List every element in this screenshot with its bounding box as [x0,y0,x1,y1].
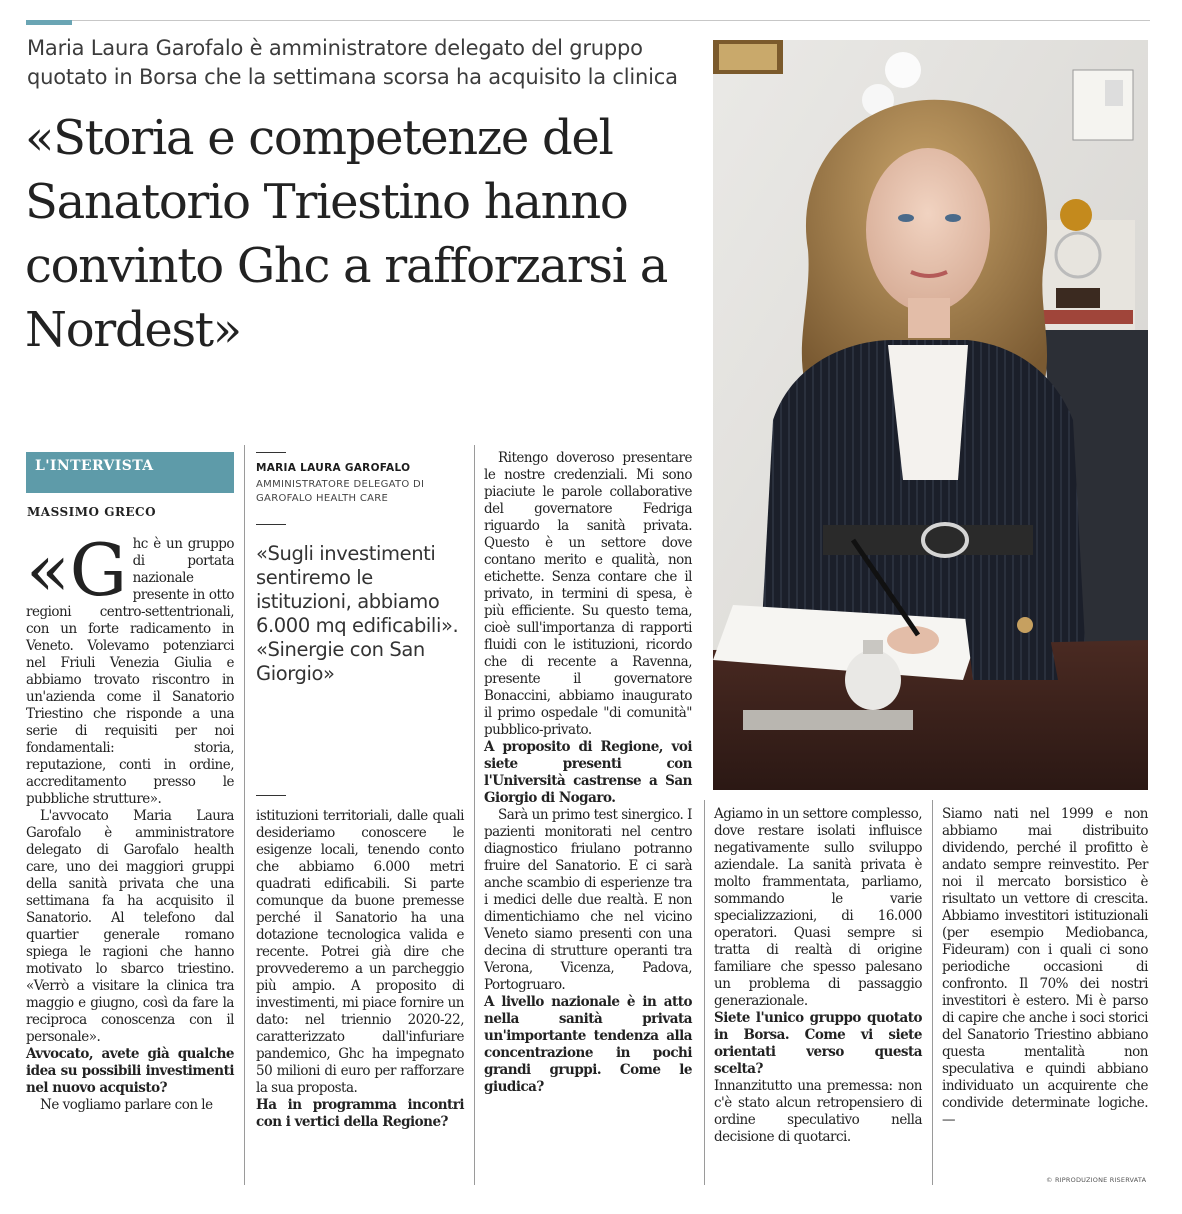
top-rule [26,20,1150,21]
column-3 [484,450,692,1096]
dropcap-prefix: « [26,528,70,612]
section-label: L'INTERVISTA [26,452,234,493]
portrait-photo [713,40,1148,790]
column-5 [942,806,1148,1129]
column-2 [256,808,464,1131]
question: Avvocato, avete già qualche idea su possibili investimenti nel nuovo acquisto? [26,1046,234,1096]
author: MASSIMO GRECO [27,505,157,519]
column-1 [26,528,234,1114]
copyright: © RIPRODUZIONE RISERVATA [1046,1176,1147,1184]
dropcap-letter: G [69,528,127,612]
paragraph [26,528,234,808]
section-tab-accent [26,20,72,25]
paragraph: istituzioni territoriali, dalle quali desideriamo conoscere le esigenze locali, tenendo conto che abbiamo 6.000 metri quadrati edificabili. Si parte comunque da buone premesse perché il Sanatorio ha una dotazione tecnologica valida e recente. Potrei già dire che provvederemo a un parcheggio più ampio. A proposito di investimenti, mi piace fornire un dato: nel triennio 2020-22, caratterizzato dall'infuriare pandemico, Ghc ha impegnato 50 milioni di euro per rafforzare la sua proposta. [256,808,464,1096]
kicker: Maria Laura Garofalo è amministratore delegato del gruppo quotato in Borsa che la settimana scorsa ha acquisito la clinica [27,36,678,89]
pull-quote-rule-bottom [256,795,286,796]
paragraph: Agiamo in un settore complesso, dove restare isolati influisce negativamente sullo sviluppo aziendale. La sanità privata è molto frammentata, parliamo, sommando le varie specializzazioni, di 16.000 operatori. Quasi sempre si tratta di realtà di origine familiare che spesso palesano un problema di passaggio generazionale. [714,806,922,1009]
column-divider [244,445,245,1185]
paragraph-text: hc è un gruppo di portata nazionale presente in otto regioni centro-settentrionali, con un forte radicamento in Veneto. Volevamo potenziarci nel Friuli Venezia Giulia e abbiamo trovato riscontro in un'azienda come il Sanatorio Triestino che risponde a una serie di requisiti per noi fondamentali: storia, reputazione, conti in ordine, accreditamento presso le pubbliche strutture». [26,536,234,807]
question: Siete l'unico gruppo quotato in Borsa. Come vi siete orientati verso questa scelta? [714,1010,922,1077]
paragraph: Sarà un primo test sinergico. I pazienti monitorati nel centro diagnostico friulano potranno fruire del Sanatorio. E ci sarà anche scambio di esperienze tra i medici delle due realtà. E non dimentichiamo che nel vicino Veneto siamo presenti con una decina di strutture operanti tra Verona, Vicenza, Padova, Portogruaro. [484,807,692,993]
pull-quote-rule [256,524,286,525]
paragraph: Ne vogliamo parlare con le [40,1097,213,1113]
paragraph: Ritengo doveroso presentare le nostre credenziali. Mi sono piaciute le parole collaborative del governatore Fedriga riguardo la sanità privata. Questo è un settore dove contano merito e qualità, non etichette. Senza contare che il privato, in termini di spesa, è più efficiente. Su questo tema, cioè sull'importanza di rapporti fluidi con le istituzioni, ricordo che di recente a Ravenna, presente il governatore Bonaccini, abbiamo inaugurato il primo ospedale "di comunità" pubblico-privato. [484,450,692,738]
pull-quote: «Sugli investimenti sentiremo le istituzioni, abbiamo 6.000 mq edificabili». «Sinergie con San Giorgio» [256,542,459,685]
dropcap [26,528,127,612]
byline-role: AMMINISTRATORE DELEGATO DI GAROFALO HEALTH CARE [256,479,425,504]
byline-name: MARIA LAURA GAROFALO [256,462,411,474]
photo-illustration [713,40,1148,790]
column-divider [932,800,933,1185]
headline: «Storia e competenze del Sanatorio Triestino hanno convinto Ghc a rafforzarsi a Nordest» [25,110,668,358]
column-4 [714,806,922,1146]
column-divider [704,800,705,1185]
paragraph: Innanzitutto una premessa: non c'è stato alcun retropensiero di ordine speculativo nella decisione di quotarci. [714,1078,922,1145]
question: Ha in programma incontri con i vertici della Regione? [256,1097,464,1130]
question: A livello nazionale è in atto nella sanità privata un'importante tendenza alla concentrazione in pochi grandi gruppi. Come le giudica? [484,994,692,1095]
column-divider [474,445,475,1185]
byline-rule [256,452,286,453]
paragraph: Siamo nati nel 1999 e non abbiamo mai distribuito dividendo, perché il profitto è andato sempre reinvestito. Per noi il mercato borsistico è risultato un vettore di crescita. Abbiamo investitori istituzionali (per esempio Mediobanca, Fideuram) con i quali ci sono periodiche occasioni di confronto. Il 70% dei nostri investitori è estero. Mi è parso di capire che anche i soci storici del Sanatorio Triestino abbiano questa mentalità non speculativa e quindi abbiano individuato un acquirente che condivide determinate logiche. — [942,806,1148,1128]
paragraph: L'avvocato Maria Laura Garofalo è amministratore delegato di Garofalo health care, uno dei maggiori gruppi della sanità privata che una settimana fa ha acquisito il Sanatorio. Al telefono dal quartier generale romano spiega le ragioni che hanno motivato lo sbarco triestino. «Verrò a visitare la clinica tra maggio e giugno, così da fare la reciproca conoscenza con il personale». [26,808,234,1045]
question: A proposito di Regione, voi siete presenti con l'Università castrense a San Giorgio di Nogaro. [484,739,692,806]
